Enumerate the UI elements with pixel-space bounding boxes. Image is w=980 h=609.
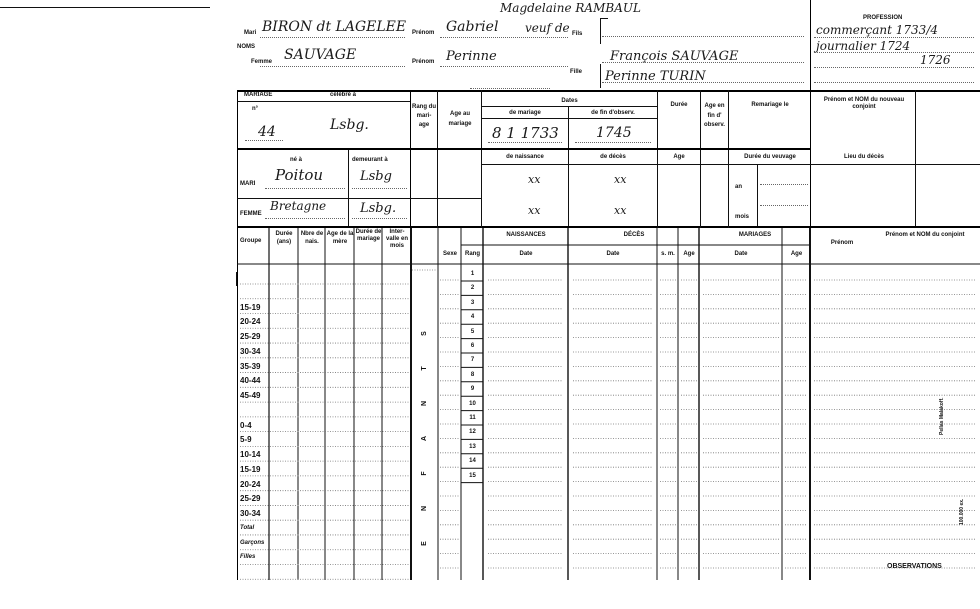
rang-4: 4	[470, 314, 475, 321]
age-mariage-label: Age au mariage	[448, 111, 472, 127]
femme-prenom-label: Prénom	[412, 59, 435, 65]
dates-label: Dates	[561, 98, 578, 104]
mariage-date-label: Date	[734, 251, 748, 257]
noms-label: NOMS	[237, 44, 255, 50]
fin-observ-label: de fin d'observ.	[591, 110, 635, 116]
group-label-11: 20-24	[240, 479, 261, 489]
fille-label: Fille	[570, 69, 583, 75]
mari-label: Mari	[244, 30, 257, 36]
deces-date-label: Date	[606, 251, 620, 257]
duree-label: Durée	[670, 102, 688, 108]
veuvage-label: Durée du veuvage	[744, 154, 796, 160]
femme-label: Femme	[251, 59, 273, 65]
mariage-age-label: Age	[790, 251, 803, 257]
copies-note: 100.000 ex.	[959, 498, 965, 525]
group-label-2: 25-29	[240, 332, 261, 342]
rang-1: 1	[470, 271, 475, 277]
an-label: an	[735, 184, 743, 190]
group-label-4: 35-39	[240, 361, 261, 371]
group-label-3: 30-34	[240, 346, 261, 356]
group-label-10: 15-19	[240, 464, 261, 474]
group-label-9: 10-14	[240, 450, 261, 460]
rang-7: 7	[470, 357, 475, 364]
date-mariage: 8 1 1733	[492, 124, 559, 142]
group-label-16: Filles	[240, 554, 256, 561]
groupe-label: Groupe	[240, 238, 262, 244]
demeurant-label: demeurant à	[352, 157, 388, 163]
rang-12: 12	[469, 429, 476, 436]
top-note: Magdelaine RAMBAUL	[500, 1, 641, 15]
age-label-2: Age	[673, 154, 685, 160]
intervalle-label: Inter- valle en mois	[385, 229, 408, 250]
rang-11: 11	[469, 415, 476, 421]
femme-prenom: Perinne	[446, 49, 497, 64]
rang-10: 10	[469, 400, 476, 407]
group-label-14: Total	[240, 524, 255, 531]
nouveau-conjoint-label: Prénom et NOM du nouveau conjoint	[823, 97, 905, 111]
rang-label: Rang	[465, 251, 480, 257]
conjoint-grid-label: Prénom et NOM du conjoint	[885, 232, 965, 238]
pere-femme: François SAUVAGE	[610, 49, 739, 64]
remariage-label: Remariage le	[751, 102, 789, 108]
mari-prenom-label: Prénom	[412, 30, 435, 36]
printer-note: Pellas Malakoff.	[939, 397, 945, 435]
enfants-letter-2: F	[421, 471, 428, 476]
enfants-letter-5: T	[421, 366, 428, 371]
profession-label: PROFESSION	[863, 15, 903, 21]
rang-9: 9	[470, 386, 475, 393]
lieu-deces-label: Lieu du décès	[843, 154, 884, 160]
group-label-1: 20-24	[240, 317, 261, 327]
mari-deces: xx	[614, 173, 627, 186]
rang-2: 2	[470, 285, 475, 292]
deces-label: de décès	[600, 154, 626, 160]
group-label-5: 40-44	[240, 376, 261, 386]
enfants-letter-4: N	[421, 400, 428, 407]
sexe-label: Sexe	[442, 251, 457, 257]
rang-14: 14	[469, 458, 476, 465]
sm-label: s. m.	[661, 251, 675, 257]
group-label-0: 15-19	[240, 302, 261, 312]
age-mere-label: Age de la mère	[326, 231, 354, 245]
duree-ans-label: Durée (ans)	[275, 231, 293, 245]
celebre-value: Lsbg.	[330, 117, 369, 133]
mari-demeurant: Lsbg	[360, 169, 392, 184]
naissances-label: NAISSANCES	[506, 232, 546, 238]
deces-age-label: Age	[683, 251, 695, 257]
no-label: n°	[252, 106, 259, 112]
femme-demeurant: Lsbg.	[360, 201, 397, 216]
date-fin: 1745	[596, 125, 632, 141]
profession-line-3: 1726	[920, 53, 951, 67]
observations-label: OBSERVATIONS	[887, 563, 942, 570]
rang-13: 13	[469, 443, 476, 450]
enfants-letter-3: A	[421, 435, 428, 442]
mari-note: veuf de	[525, 21, 570, 35]
group-label-12: 25-29	[240, 494, 261, 504]
mari-prenom: Gabriel	[446, 19, 499, 35]
mariage-label: MARIAGE	[244, 92, 273, 98]
femme-ne: Bretagne	[270, 199, 327, 213]
femme-deces: xx	[614, 204, 627, 217]
nbre-nais-label: Nbre de nais.	[300, 231, 324, 245]
deces-grid-label: DÉCÈS	[623, 232, 645, 238]
ne-a-label: né à	[290, 157, 303, 163]
femme-naissance: xx	[528, 204, 541, 217]
group-label-7: 0-4	[240, 420, 252, 430]
naissance-label: de naissance	[506, 154, 544, 160]
rang-8: 8	[470, 371, 475, 378]
rang-mari-label: Rang du mari- age	[412, 104, 436, 128]
prenom-grid-label: Prénom	[830, 240, 854, 246]
mariages-label: MARIAGES	[738, 232, 772, 238]
profession-line-1: commerçant 1733/4	[816, 23, 938, 37]
group-label-6: 45-49	[240, 391, 261, 401]
profession-line-2: journalier 1724	[816, 39, 911, 53]
age-fin-label: Age en fin d' observ.	[704, 103, 725, 129]
celebre-label: célébré à	[330, 92, 357, 98]
group-label-15: Garçons	[240, 539, 265, 546]
rang-15: 15	[469, 472, 476, 479]
mois-label: mois	[735, 214, 750, 220]
mari-naissance: xx	[528, 173, 541, 186]
no-value: 44	[258, 124, 276, 140]
group-label-13: 30-34	[240, 509, 261, 519]
femme-row-label: FEMME	[240, 211, 262, 217]
naissance-date-label: Date	[519, 251, 533, 257]
mere-femme: Perinne TURIN	[605, 69, 706, 84]
mari-row-label: MARI	[240, 181, 256, 187]
enfants-letter-1: N	[421, 505, 428, 512]
de-mariage-label: de mariage	[509, 110, 541, 116]
enfants-letter-6: S	[421, 331, 428, 336]
enfants-letter-0: E	[421, 541, 428, 546]
mari-name: BIRON dt LAGELEE	[262, 19, 407, 35]
duree-mariage-label: Durée de mariage	[355, 229, 382, 243]
rang-6: 6	[470, 343, 475, 349]
femme-name: SAUVAGE	[284, 47, 357, 63]
group-label-8: 5-9	[240, 435, 252, 445]
rang-5: 5	[470, 328, 475, 335]
fils-label: Fils	[572, 31, 583, 37]
mari-ne: Poitou	[275, 166, 324, 184]
rang-3: 3	[470, 299, 475, 306]
